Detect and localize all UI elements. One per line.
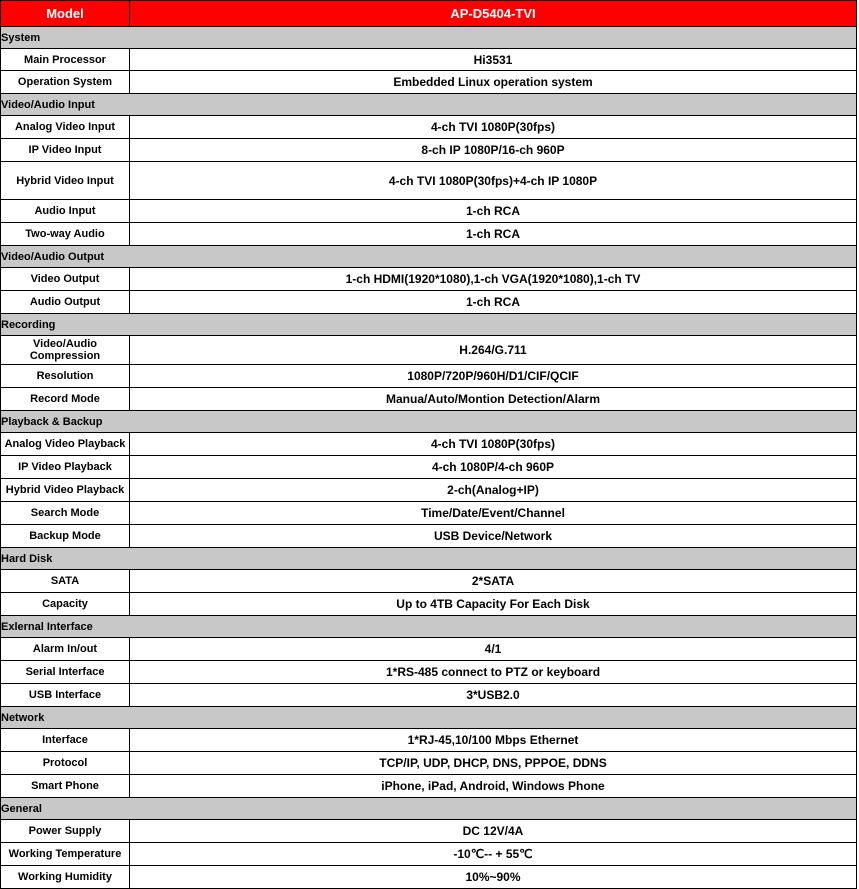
spec-value: -10℃-- + 55℃ [130, 843, 857, 866]
spec-row [1, 71, 857, 94]
spec-value: 1*RJ-45,10/100 Mbps Ethernet [130, 729, 857, 752]
spec-value: 4-ch 1080P/4-ch 960P [130, 456, 857, 479]
header-row [1, 1, 857, 27]
spec-value: 10%~90% [130, 866, 857, 889]
section-title: General [1, 798, 857, 820]
spec-row [1, 593, 857, 616]
spec-value: 4-ch TVI 1080P(30fps) [130, 433, 857, 456]
spec-label: Hybrid Video Input [1, 162, 130, 200]
spec-label: Record Mode [1, 388, 130, 411]
spec-body [1, 27, 857, 889]
spec-value: Manua/Auto/Montion Detection/Alarm [130, 388, 857, 411]
spec-row [1, 365, 857, 388]
spec-label: Smart Phone [1, 775, 130, 798]
spec-row [1, 291, 857, 314]
section-row [1, 314, 857, 336]
spec-value: 2*SATA [130, 570, 857, 593]
spec-value: DC 12V/4A [130, 820, 857, 843]
spec-label: Power Supply [1, 820, 130, 843]
spec-label: Analog Video Playback [1, 433, 130, 456]
section-row [1, 707, 857, 729]
spec-label: Serial Interface [1, 661, 130, 684]
spec-label: Interface [1, 729, 130, 752]
spec-value: 1-ch RCA [130, 291, 857, 314]
spec-row [1, 162, 857, 200]
section-title: Recording [1, 314, 857, 336]
spec-label: Resolution [1, 365, 130, 388]
spec-label: SATA [1, 570, 130, 593]
spec-value: Hi3531 [130, 49, 857, 71]
spec-row [1, 752, 857, 775]
section-row [1, 616, 857, 638]
spec-label: Video/Audio Compression [1, 336, 130, 365]
spec-value: iPhone, iPad, Android, Windows Phone [130, 775, 857, 798]
spec-label: Video Output [1, 268, 130, 291]
section-title: System [1, 27, 857, 49]
spec-row [1, 49, 857, 71]
spec-value: 2-ch(Analog+IP) [130, 479, 857, 502]
spec-row [1, 525, 857, 548]
spec-label: Analog Video Input [1, 116, 130, 139]
section-title: Exlernal Interface [1, 616, 857, 638]
spec-value: 4-ch TVI 1080P(30fps) [130, 116, 857, 139]
section-title: Network [1, 707, 857, 729]
section-title: Hard Disk [1, 548, 857, 570]
spec-row [1, 775, 857, 798]
section-row [1, 411, 857, 433]
spec-value: Up to 4TB Capacity For Each Disk [130, 593, 857, 616]
spec-row [1, 820, 857, 843]
spec-value: Time/Date/Event/Channel [130, 502, 857, 525]
spec-value: TCP/IP, UDP, DHCP, DNS, PPPOE, DDNS [130, 752, 857, 775]
spec-label: Working Humidity [1, 866, 130, 889]
section-title: Video/Audio Input [1, 94, 857, 116]
spec-label: Main Processor [1, 49, 130, 71]
section-title: Video/Audio Output [1, 246, 857, 268]
header-model-value: AP-D5404-TVI [130, 1, 857, 27]
spec-label: Backup Mode [1, 525, 130, 548]
spec-value: 1-ch HDMI(1920*1080),1-ch VGA(1920*1080),1-ch TV [130, 268, 857, 291]
spec-row [1, 456, 857, 479]
spec-value: USB Device/Network [130, 525, 857, 548]
spec-row [1, 638, 857, 661]
spec-value: 4/1 [130, 638, 857, 661]
spec-row [1, 223, 857, 246]
section-row [1, 548, 857, 570]
spec-label: Audio Input [1, 200, 130, 223]
spec-row [1, 388, 857, 411]
spec-label: Alarm In/out [1, 638, 130, 661]
spec-label: IP Video Playback [1, 456, 130, 479]
spec-row [1, 200, 857, 223]
spec-label: Working Temperature [1, 843, 130, 866]
spec-value: 1-ch RCA [130, 223, 857, 246]
spec-row [1, 139, 857, 162]
spec-label: Search Mode [1, 502, 130, 525]
spec-row [1, 479, 857, 502]
spec-label: Hybrid Video Playback [1, 479, 130, 502]
section-row [1, 94, 857, 116]
spec-row [1, 268, 857, 291]
header-model-label: Model [1, 1, 130, 27]
section-row [1, 798, 857, 820]
spec-row [1, 570, 857, 593]
section-row [1, 27, 857, 49]
spec-label: Two-way Audio [1, 223, 130, 246]
spec-value: 3*USB2.0 [130, 684, 857, 707]
spec-value: 1*RS-485 connect to PTZ or keyboard [130, 661, 857, 684]
spec-row [1, 661, 857, 684]
spec-row [1, 843, 857, 866]
section-title: Playback & Backup [1, 411, 857, 433]
spec-value: 8-ch IP 1080P/16-ch 960P [130, 139, 857, 162]
spec-label: Protocol [1, 752, 130, 775]
spec-value: Embedded Linux operation system [130, 71, 857, 94]
spec-row [1, 684, 857, 707]
spec-label: IP Video Input [1, 139, 130, 162]
section-row [1, 246, 857, 268]
spec-label: Audio Output [1, 291, 130, 314]
spec-value: 1-ch RCA [130, 200, 857, 223]
spec-value: 1080P/720P/960H/D1/CIF/QCIF [130, 365, 857, 388]
spec-value: 4-ch TVI 1080P(30fps)+4-ch IP 1080P [130, 162, 857, 200]
spec-row [1, 729, 857, 752]
spec-row [1, 433, 857, 456]
spec-row [1, 336, 857, 365]
spec-row [1, 502, 857, 525]
spec-label: Capacity [1, 593, 130, 616]
spec-row [1, 116, 857, 139]
spec-label: Operation System [1, 71, 130, 94]
spec-value: H.264/G.711 [130, 336, 857, 365]
spec-label: USB Interface [1, 684, 130, 707]
